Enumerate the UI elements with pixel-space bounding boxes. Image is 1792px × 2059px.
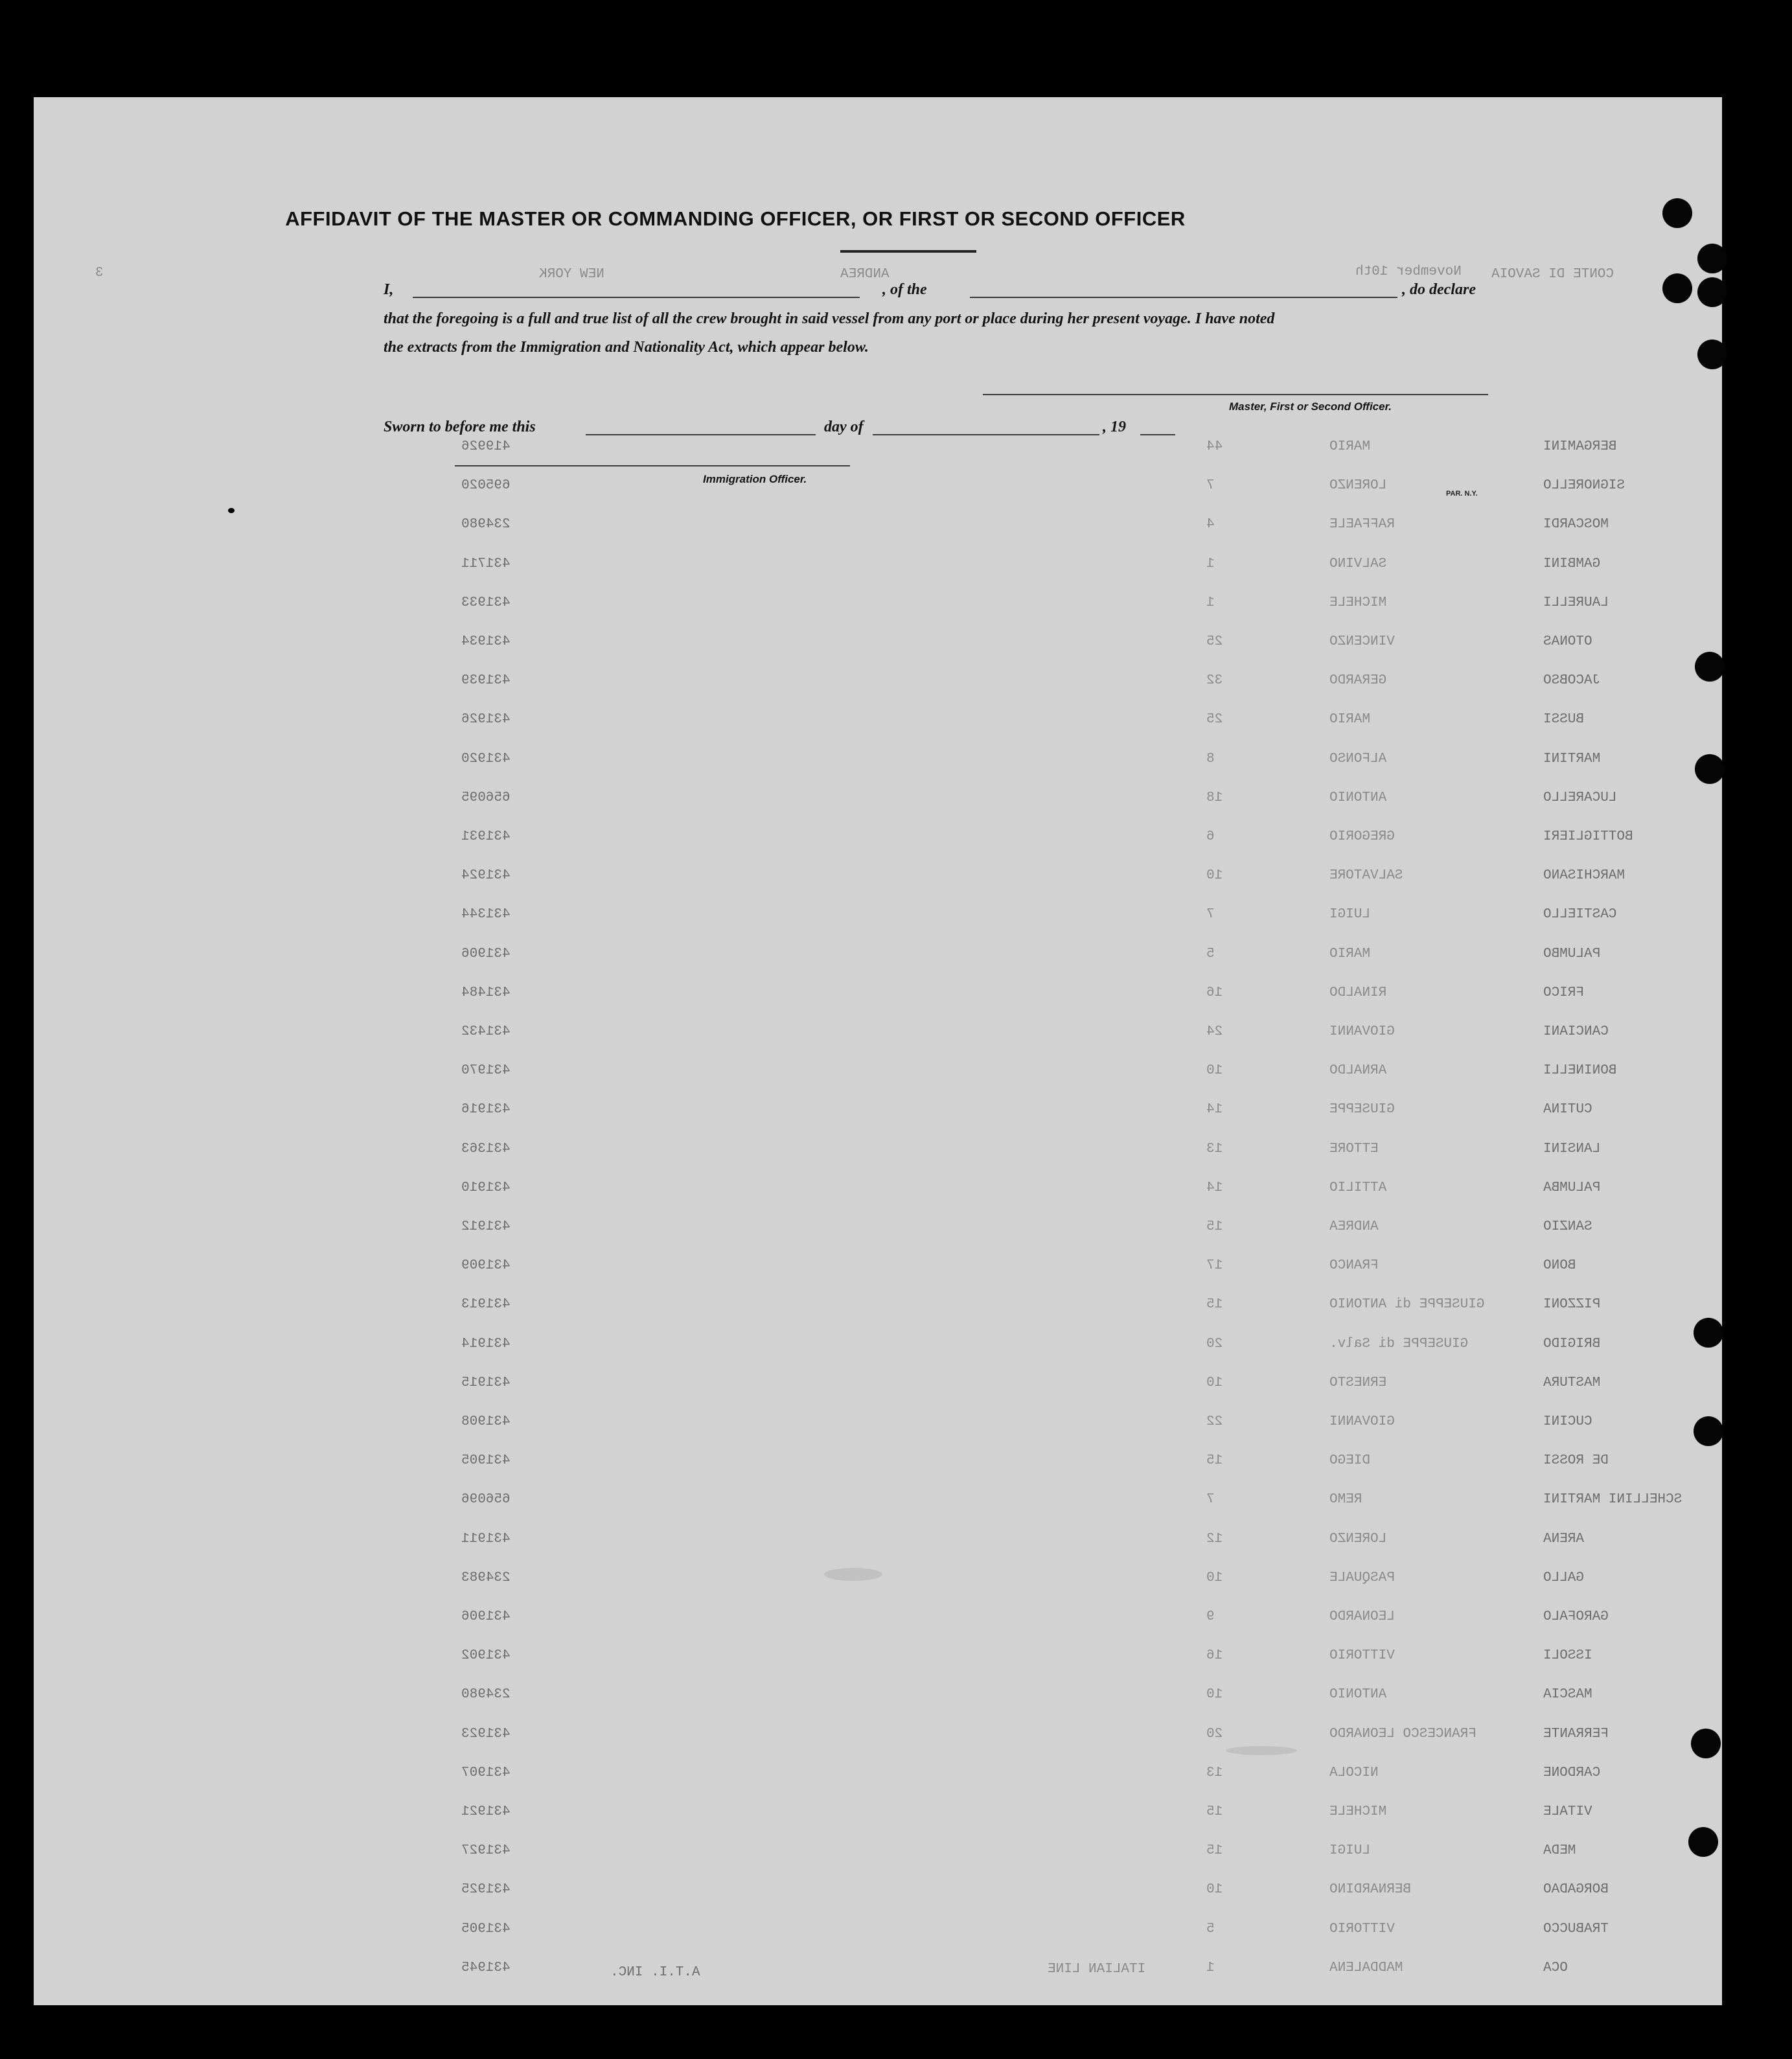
ghost-row-surname: TRABUCCO	[1543, 1922, 1609, 1937]
ghost-row-name: GIUSEPPE di ANTONIO	[1329, 1297, 1485, 1312]
ghost-row-name: RINALDO	[1329, 985, 1387, 1000]
ghost-row-number: 431910	[461, 1180, 511, 1195]
ghost-row-surname: BRIGIDO	[1543, 1337, 1601, 1352]
ghost-row-number: 431905	[461, 1922, 511, 1937]
ghost-row-name: MARIO	[1329, 947, 1371, 961]
ghost-row-name: ATTILIO	[1329, 1180, 1387, 1195]
ghost-row-surname: MARCHISANO	[1543, 868, 1625, 883]
ghost-row-number: 431927	[461, 1843, 511, 1858]
ghost-row-age: 16	[1206, 985, 1223, 1000]
binder-hole	[1695, 754, 1725, 784]
ghost-row-surname: GAROFALO	[1543, 1609, 1609, 1624]
ghost-row-age: 16	[1206, 1648, 1223, 1663]
ghost-row-surname: GAMBINI	[1543, 557, 1601, 571]
ghost-row-age: 15	[1206, 1219, 1223, 1234]
ghost-header-city: NEW YORK	[539, 267, 604, 282]
ghost-row-age: 7	[1206, 1492, 1215, 1507]
ghost-row-age: 1	[1206, 557, 1215, 571]
binder-hole	[1691, 1729, 1721, 1758]
ghost-row-number: 431913	[461, 1297, 511, 1312]
ghost-row-number: 431344	[461, 907, 511, 922]
ghost-row-number: 431915	[461, 1375, 511, 1390]
ghost-row-number: 234980	[461, 1687, 511, 1702]
ghost-row-name: ERNESTO	[1329, 1375, 1387, 1390]
ghost-row-age: 14	[1206, 1102, 1223, 1117]
ghost-row-name: GERARDO	[1329, 673, 1387, 688]
ghost-row-surname: MASTURA	[1543, 1375, 1601, 1390]
ghost-row-number: 431945	[461, 1961, 511, 1975]
ink-dot	[228, 508, 235, 513]
ghost-row-number: 431939	[461, 673, 511, 688]
ghost-row-number: 431363	[461, 1142, 511, 1156]
ghost-row-surname: LUCARELLO	[1543, 790, 1617, 805]
ghost-row-age: 7	[1206, 907, 1215, 922]
ghost-row-surname: CUCINI	[1543, 1414, 1592, 1429]
ghost-row-age: 10	[1206, 1063, 1223, 1078]
ghost-row-name: VINCENZO	[1329, 634, 1395, 649]
ghost-row-surname: OTONAS	[1543, 634, 1592, 649]
ghost-row-number: 431914	[461, 1337, 511, 1352]
ghost-row-name: NICOLA	[1329, 1766, 1379, 1780]
ghost-row-number: 431909	[461, 1258, 511, 1273]
binder-hole	[1695, 652, 1725, 682]
ghost-row-number: 656096	[461, 1492, 511, 1507]
ghost-row-number: 431925	[461, 1882, 511, 1897]
affidavit-text-line2: the extracts from the Immigration and Nationality Act, which appear below.	[384, 339, 869, 356]
ghost-row-age: 10	[1206, 1570, 1223, 1585]
ghost-row-age: 9	[1206, 1609, 1215, 1624]
ghost-footer-left: A.T.I. INC.	[610, 1965, 700, 1980]
ghost-row-number: 431905	[461, 1453, 511, 1468]
ghost-row-name: PASQUALE	[1329, 1570, 1395, 1585]
document-sheet	[34, 97, 1722, 2005]
binder-hole	[1697, 277, 1727, 307]
ghost-row-age: 13	[1206, 1142, 1223, 1156]
ghost-row-number: 234980	[461, 517, 511, 532]
ghost-row-name: REMO	[1329, 1492, 1362, 1507]
ghost-row-name: FRANCO	[1329, 1258, 1379, 1273]
ghost-row-number: 419926	[461, 439, 511, 454]
ghost-row-age: 10	[1206, 1375, 1223, 1390]
master-label: Master, First or Second Officer.	[1229, 400, 1392, 413]
year-label: , 19	[1103, 419, 1126, 435]
of-the-label: , of the	[882, 281, 927, 298]
smudge	[1226, 1746, 1297, 1755]
affidavit-title: AFFIDAVIT OF THE MASTER OR COMMANDING OFFICER, OR FIRST OR SECOND OFFICER	[285, 207, 1186, 230]
ghost-row-age: 15	[1206, 1297, 1223, 1312]
ghost-row-name: MARIO	[1329, 712, 1371, 727]
sworn-day-line	[586, 434, 816, 435]
immigration-officer-line	[455, 465, 850, 466]
ghost-row-name: ALFONSO	[1329, 752, 1387, 766]
title-rule	[840, 250, 976, 253]
ghost-row-name: ETTORE	[1329, 1142, 1379, 1156]
ghost-row-surname: PALUMBO	[1543, 947, 1601, 961]
ghost-row-name: LUIGI	[1329, 1843, 1371, 1858]
ghost-row-number: 431711	[461, 557, 511, 571]
ghost-row-name: MICHELE	[1329, 595, 1387, 610]
ghost-row-age: 4	[1206, 517, 1215, 532]
ghost-row-surname: PIZZONI	[1543, 1297, 1601, 1312]
sworn-month-line	[873, 434, 1099, 435]
ghost-row-name: LORENZO	[1329, 478, 1387, 493]
ghost-row-name: RAFFAELE	[1329, 517, 1395, 532]
ghost-row-number: 431906	[461, 947, 511, 961]
par-ny-stamp: PAR. N.Y.	[1446, 490, 1478, 498]
ghost-row-number: 431933	[461, 595, 511, 610]
ghost-row-name: DIEGO	[1329, 1453, 1371, 1468]
ghost-row-name: MARIO	[1329, 439, 1371, 454]
ghost-row-number: 431926	[461, 712, 511, 727]
ghost-row-number: 656095	[461, 790, 511, 805]
master-signature-line	[983, 394, 1488, 395]
ghost-row-number: 431432	[461, 1024, 511, 1039]
day-of-label: day of	[824, 419, 864, 435]
ghost-row-age: 25	[1206, 634, 1223, 649]
ghost-row-number: 431916	[461, 1102, 511, 1117]
ghost-row-surname: GALLO	[1543, 1570, 1585, 1585]
ghost-row-number: 431907	[461, 1766, 511, 1780]
ghost-row-surname: MARTINI	[1543, 752, 1601, 766]
ghost-row-age: 20	[1206, 1727, 1223, 1742]
binder-hole	[1697, 339, 1727, 369]
ghost-row-age: 8	[1206, 752, 1215, 766]
name-line	[413, 297, 860, 298]
vessel-line	[970, 297, 1397, 298]
ghost-row-surname: BERGAMINI	[1543, 439, 1617, 454]
binder-hole	[1694, 1416, 1723, 1446]
i-label: I,	[384, 281, 394, 298]
ghost-row-surname: CUTINA	[1543, 1102, 1592, 1117]
ghost-row-surname: LAURELLI	[1543, 595, 1609, 610]
ghost-row-surname: MEDA	[1543, 1843, 1576, 1858]
ghost-row-age: 10	[1206, 1687, 1223, 1702]
ghost-row-surname: SANZIO	[1543, 1219, 1592, 1234]
ghost-row-name: GIUSEPPE	[1329, 1102, 1395, 1117]
ghost-row-name: ANDREA	[1329, 1219, 1379, 1234]
sworn-label: Sworn to before me this	[384, 419, 536, 435]
ghost-row-name: VITTORIO	[1329, 1922, 1395, 1937]
ghost-row-surname: FERRANTE	[1543, 1727, 1609, 1742]
ghost-row-age: 1	[1206, 595, 1215, 610]
ghost-row-surname: SIGNORELLO	[1543, 478, 1625, 493]
ghost-row-age: 13	[1206, 1766, 1223, 1780]
ghost-row-surname: BONINELLI	[1543, 1063, 1617, 1078]
ghost-row-surname: BOTTIGLIERI	[1543, 829, 1633, 844]
ghost-row-surname: BORGADAO	[1543, 1882, 1609, 1897]
ghost-row-number: 431920	[461, 752, 511, 766]
ghost-header-ship: ANDREA	[840, 267, 890, 282]
ghost-row-surname: BUSSI	[1543, 712, 1585, 727]
ghost-row-age: 22	[1206, 1414, 1223, 1429]
ghost-row-age: 20	[1206, 1337, 1223, 1352]
ghost-row-surname: VITALE	[1543, 1804, 1592, 1819]
ghost-row-number: 695020	[461, 478, 511, 493]
ghost-row-number: 431970	[461, 1063, 511, 1078]
ghost-row-age: 10	[1206, 868, 1223, 883]
ghost-row-age: 25	[1206, 712, 1223, 727]
ghost-row-surname: ARENA	[1543, 1532, 1585, 1547]
ghost-row-surname: OCA	[1543, 1961, 1568, 1975]
ghost-row-number: 431912	[461, 1219, 511, 1234]
ghost-row-name: FRANCESCO LEONARDO	[1329, 1727, 1476, 1742]
ghost-row-number: 431911	[461, 1532, 511, 1547]
ghost-row-surname: PALUMBA	[1543, 1180, 1601, 1195]
ghost-row-name: MADDALENA	[1329, 1961, 1403, 1975]
ghost-row-age: 18	[1206, 790, 1223, 805]
ghost-row-name: ANTONIO	[1329, 1687, 1387, 1702]
binder-hole	[1688, 1827, 1718, 1857]
ghost-row-age: 15	[1206, 1843, 1223, 1858]
ghost-row-age: 15	[1206, 1453, 1223, 1468]
ghost-row-name: SALVINO	[1329, 557, 1387, 571]
ghost-row-name: GIOVANNI	[1329, 1414, 1395, 1429]
ghost-row-number: 431906	[461, 1609, 511, 1624]
ghost-row-name: LUIGI	[1329, 907, 1371, 922]
ghost-row-age: 1	[1206, 1961, 1215, 1975]
ghost-row-name: ARNALDO	[1329, 1063, 1387, 1078]
ghost-row-name: VITTORIO	[1329, 1648, 1395, 1663]
ghost-row-number: 431921	[461, 1804, 511, 1819]
ghost-row-surname: FRICO	[1543, 985, 1585, 1000]
do-declare-label: , do declare	[1402, 281, 1476, 298]
ghost-row-number: 431931	[461, 829, 511, 844]
ghost-header-mid: November 10th	[1355, 264, 1462, 279]
ghost-row-surname: LANSINI	[1543, 1142, 1601, 1156]
ghost-footer-mid: ITALIAN LINE	[1048, 1962, 1146, 1977]
ghost-row-surname: MASCIA	[1543, 1687, 1592, 1702]
ghost-row-age: 12	[1206, 1532, 1223, 1547]
ghost-row-number: 431923	[461, 1727, 511, 1742]
ghost-row-surname: ISSOLI	[1543, 1648, 1592, 1663]
ghost-row-name: ANTONIO	[1329, 790, 1387, 805]
ghost-row-age: 10	[1206, 1882, 1223, 1897]
ghost-row-name: LEONARDO	[1329, 1609, 1395, 1624]
ghost-row-age: 14	[1206, 1180, 1223, 1195]
ghost-row-surname: SCHELLINI MARTINI	[1543, 1492, 1683, 1507]
binder-hole	[1697, 244, 1727, 273]
ghost-row-name: GIOVANNI	[1329, 1024, 1395, 1039]
binder-hole	[1662, 198, 1692, 228]
ghost-row-surname: DE ROSSI	[1543, 1453, 1609, 1468]
ghost-row-age: 7	[1206, 478, 1215, 493]
ghost-row-name: GREGORIO	[1329, 829, 1395, 844]
ghost-row-number: 431924	[461, 868, 511, 883]
binder-hole	[1662, 273, 1692, 303]
ghost-header-left: 3	[95, 266, 104, 281]
ghost-row-name: LORENZO	[1329, 1532, 1387, 1547]
ghost-row-age: 17	[1206, 1258, 1223, 1273]
ghost-row-number: 234983	[461, 1570, 511, 1585]
ghost-row-number: 431902	[461, 1648, 511, 1663]
binder-hole	[1694, 1318, 1723, 1348]
smudge	[824, 1568, 882, 1581]
ghost-row-age: 5	[1206, 947, 1215, 961]
ghost-row-surname: CARDONE	[1543, 1766, 1601, 1780]
ghost-row-age: 15	[1206, 1804, 1223, 1819]
affidavit-text-line1: that the foregoing is a full and true list of all the crew brought in said vessel from any port or place during her present voyage. I have noted	[384, 310, 1275, 327]
immigration-officer-label: Immigration Officer.	[703, 473, 807, 485]
ghost-row-age: 44	[1206, 439, 1223, 454]
ghost-row-surname: CASTIELLO	[1543, 907, 1617, 922]
ghost-header-right: CONTE DI SAVOIA	[1491, 267, 1614, 282]
ghost-row-number: 431908	[461, 1414, 511, 1429]
ghost-row-age: 6	[1206, 829, 1215, 844]
ghost-row-surname: BONO	[1543, 1258, 1576, 1273]
ghost-row-age: 24	[1206, 1024, 1223, 1039]
ghost-row-age: 32	[1206, 673, 1223, 688]
ghost-row-number: 431934	[461, 634, 511, 649]
ghost-row-surname: MOSCARDI	[1543, 517, 1609, 532]
ghost-row-surname: CANCIANI	[1543, 1024, 1609, 1039]
sworn-year-line	[1140, 434, 1175, 435]
ghost-row-name: SALVATORE	[1329, 868, 1403, 883]
ghost-row-surname: JACOBSO	[1543, 673, 1601, 688]
ghost-row-name: GIUSEPPE di Salv.	[1329, 1337, 1469, 1352]
ghost-row-age: 5	[1206, 1922, 1215, 1937]
ghost-row-name: MICHELE	[1329, 1804, 1387, 1819]
ghost-row-name: BERNARDINO	[1329, 1882, 1412, 1897]
ghost-row-number: 431484	[461, 985, 511, 1000]
